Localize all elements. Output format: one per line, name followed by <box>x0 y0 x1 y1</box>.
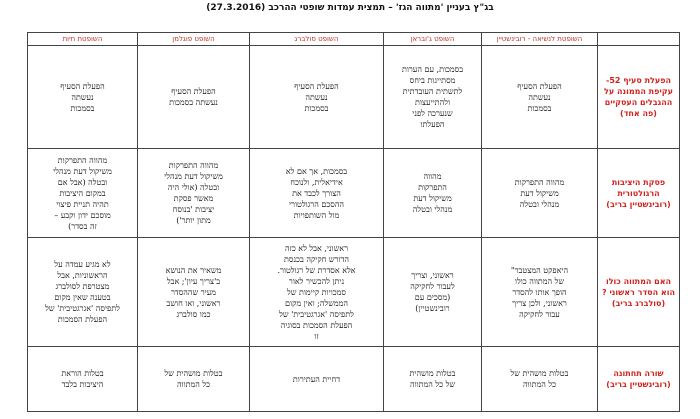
row-header: האם המתווה כולו הוא הסדר ראשוני ? (סולברג בריב) <box>598 238 680 347</box>
table-cell: מהווה התפרקות משיקול דעת מנהלי ובטלה <box>482 149 598 238</box>
table-cell: ראשוני, וצריך לעבור לחקיקה (מסכים עם רובינשטיין) <box>384 238 482 347</box>
document-title: בג"ץ בעניין 'מתווה הגז' – תמצית עמדות שופטי ההרכב (27.3.2016) <box>206 3 494 13</box>
column-header: השופטת לנשיאה - רובינשטיין <box>482 33 598 46</box>
table-row <box>28 46 680 149</box>
table-cell: לא מגיע עמדה על הראשוניות, אבל מצטרפת לסולברג בטענה שאין מקום לתפיסה 'אגרגטיבית' של הפעלת הסמכות <box>28 238 138 347</box>
table-cell: בטלות הוראת היציבות בלבד <box>28 347 138 412</box>
table-cell: הפעלת הסעיף נעשתה בסמכות <box>28 46 138 149</box>
row-header: שורה תחתונה (רובינשטיין בריב) <box>598 347 680 412</box>
table-header-row <box>28 33 680 46</box>
column-header: השופט סולברג <box>250 33 384 46</box>
table-row <box>28 149 680 238</box>
table-cell: ראשוני, אבל לא כזה הדורש חקיקה בכנסת אלא אסדרת של רגולטור. ניתן להכשיר לאור סמכויות קיימות של הממשלה; ואין מקום לתפיסה 'אגרגטיבית' של הפעלת הסמכות בסוגיה זו <box>250 238 384 347</box>
table-cell: הפעלת הסעיף נעשתה בסמכות <box>138 46 250 149</box>
table-cell: דחיית העתירות <box>250 347 384 412</box>
table-cell: בטלות מושהית של כל המתווה <box>138 347 250 412</box>
table-cell: בסמכות, עם הערות מסתייגות ביחס לתשתית העובדתית ולהתייעצות שנערכה לפני הפעלתו <box>384 46 482 149</box>
table-cell: מהווה התפרקות משיקול דעת מנהלי ובטלה (אולי היה מאשר פסקת יציבות 'בנוסח מתון יותר') <box>138 149 250 238</box>
table-cell: הפעלת הסעיף נעשתה בסמכות <box>482 46 598 149</box>
header-corner <box>598 33 680 46</box>
table-cell: בסמכות, אך אם לא אידיאלית, ולנוכח הצורך לכבד את ההסכם הרגולטורי מול השותפויות <box>250 149 384 238</box>
column-header: השופט פוגלמן <box>138 33 250 46</box>
table-cell: מהווה התפרקות משיקול דעת מנהלי ובטלה <box>384 149 482 238</box>
table-cell: משאיר את הנושא ב'צריך עיון'; אבל מעיר שההסדר ראשוני, ואו חושב כמו סולברג <box>138 238 250 347</box>
table-cell: בטלות מושהית של כל המתווה <box>482 347 598 412</box>
row-header: הפעלת סעיף 52- עקיפת הממונה על ההגבלים העסקיים (פה אחד) <box>598 46 680 149</box>
table-row <box>28 347 680 412</box>
table-row <box>28 238 680 347</box>
judges-positions-table <box>27 32 680 412</box>
table-cell: היאפקט המצטבר" של המתווה כולו הופך אותו להסדר ראשוני, ולכן צריך עבור לחקיקה <box>482 238 598 347</box>
table-cell: בטלות מושהית של כל המתווה <box>384 347 482 412</box>
row-header: פסקת היציבות הרגולטורית (רובינשטיין בריב) <box>598 149 680 238</box>
table-cell: מהווה התפרקות משיקול דעת מנהלי ובטלה (אבל אם במקום היציבות תהיה תניית פיצוי מוסכם ידון וקבע – זה בסדר) <box>28 149 138 238</box>
column-header: השופט ג'ובראן <box>384 33 482 46</box>
column-header: השופטת חיות <box>28 33 138 46</box>
table-cell: הפעלת הסעיף נעשתה בסמכות <box>250 46 384 149</box>
